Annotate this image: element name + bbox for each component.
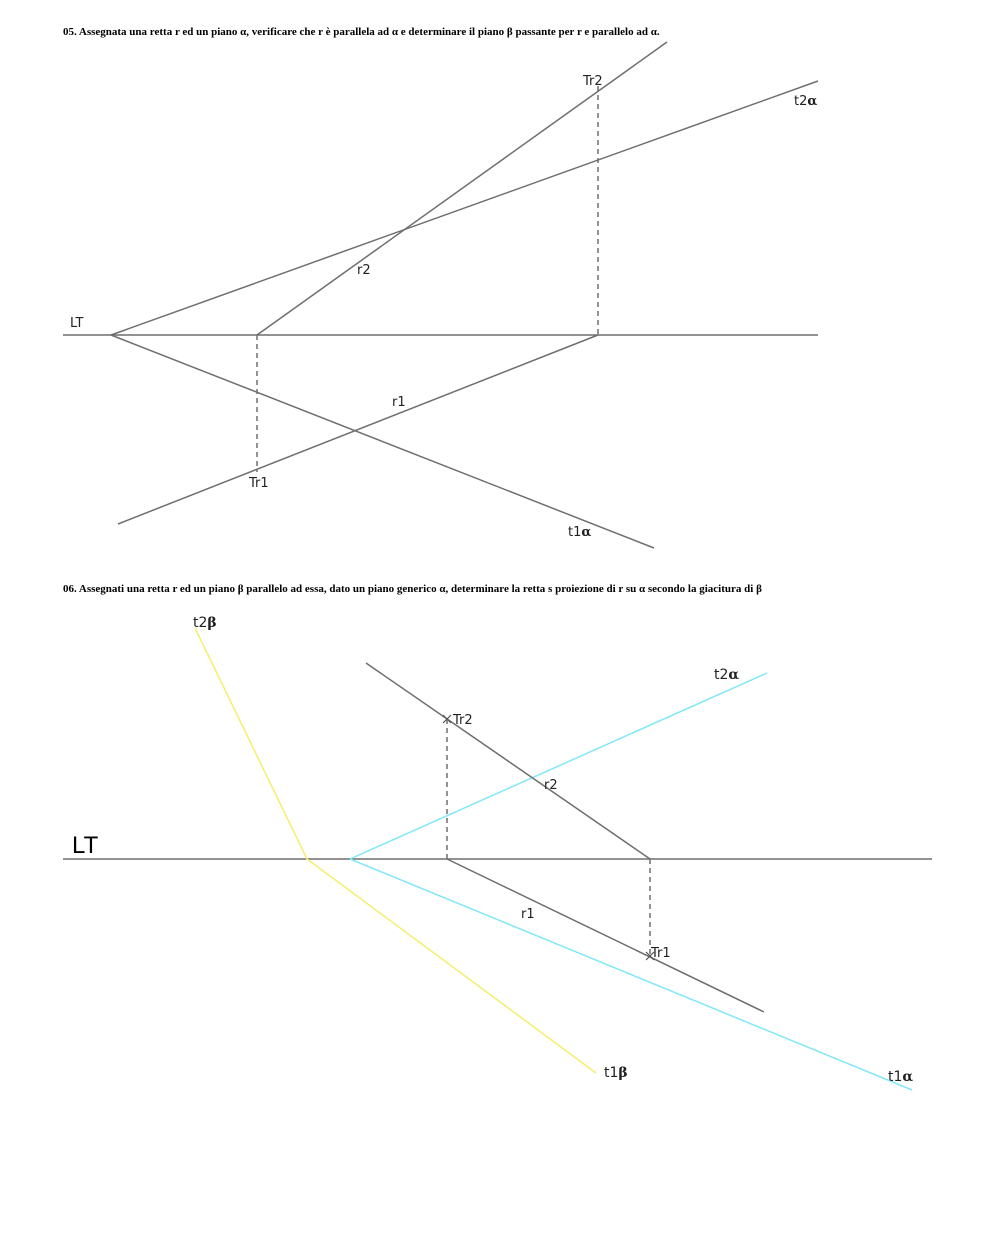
- t2-beta-label-06: [193, 615, 217, 631]
- t2-alpha-label-05: [794, 94, 817, 109]
- t2-alpha-trace-05: [111, 81, 818, 335]
- t1-alpha-label-06: [888, 1069, 913, 1085]
- t1-prefix: t1: [568, 525, 582, 540]
- r2-label-06: r2: [544, 778, 558, 793]
- alpha-symbol: α: [581, 525, 592, 540]
- exercise-05-diagram: [63, 42, 818, 548]
- tr1-label-06: Tr1: [651, 946, 671, 961]
- t1-beta-label-06: [604, 1065, 628, 1081]
- r1-label-05: r1: [392, 395, 406, 410]
- alpha-symbol: α: [902, 1069, 914, 1085]
- r1-projection-05: [118, 335, 598, 524]
- tr1-label-05: Tr1: [249, 476, 269, 491]
- alpha-symbol: α: [728, 667, 740, 683]
- r2-projection-05: [257, 42, 667, 335]
- beta-traces-06: [195, 628, 596, 1073]
- t2-prefix: t2: [193, 615, 208, 631]
- alpha-symbol: α: [807, 94, 818, 109]
- r2-projection-06: [366, 663, 650, 859]
- exercise-05-caption: 05. Assegnata una retta r ed un piano α, verificare che r è parallela ad α e determinare il piano β passante per r e parallelo ad α.: [63, 26, 660, 38]
- t1-alpha-label-05: [568, 525, 591, 540]
- t1-prefix: t1: [604, 1065, 619, 1081]
- lt-label-06: LT: [72, 832, 99, 859]
- t1-alpha-trace-05: [111, 335, 654, 548]
- beta-symbol: β: [207, 615, 217, 631]
- exercise-06-diagram: [63, 628, 932, 1090]
- lt-label-05: LT: [70, 316, 84, 331]
- t2-alpha-trace-06: [350, 673, 767, 859]
- r2-label-05: r2: [357, 263, 371, 278]
- beta-symbol: β: [618, 1065, 628, 1081]
- t2-prefix: t2: [794, 94, 808, 109]
- r1-label-06: r1: [521, 907, 535, 922]
- t1-alpha-trace-06: [350, 859, 912, 1090]
- t2-alpha-label-06: [714, 667, 739, 683]
- tr2-label-05: Tr2: [583, 74, 603, 89]
- t1-prefix: t1: [888, 1069, 903, 1085]
- r1-projection-06: [447, 859, 764, 1012]
- t2-prefix: t2: [714, 667, 729, 683]
- tr2-label-06: Tr2: [453, 713, 473, 728]
- exercise-06-caption: 06. Assegnati una retta r ed un piano β parallelo ad essa, dato un piano generico α, determinare la retta s proiezione di r su α secondo la giacitura di β: [63, 583, 762, 595]
